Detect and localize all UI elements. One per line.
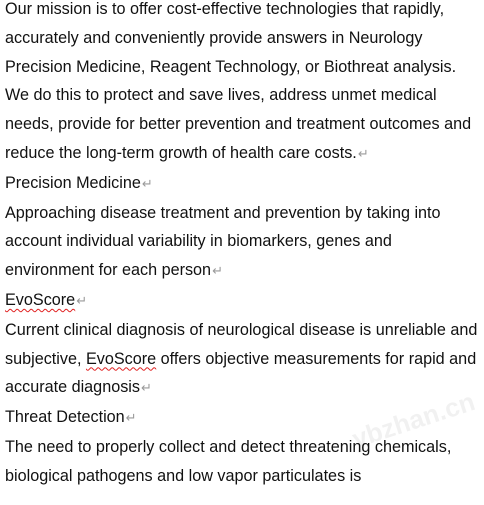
paragraph-mark-icon: ↵ [141, 175, 153, 191]
watermark: ybzhan.cn [348, 386, 479, 454]
evoscore-paragraph [5, 316, 481, 403]
evoscore-term: EvoScore [85, 349, 157, 368]
paragraph-mark-icon: ↵ [125, 410, 137, 426]
paragraph-mark-icon: ↵ [212, 263, 223, 279]
precision-body-text: Approaching disease treatment and prevention by taking into account individual variability in biomarkers, genes and environment for each person [5, 203, 441, 280]
heading-threat-text: Threat Detection [5, 408, 125, 427]
mission-text: Our mission is to offer cost-effective technologies that rapidly, accurately and conveniently provide answers in Neurology Precision Medicine, Reagent Technology, or Biothreat analysis. We do this to protect and save lives, address unmet medical needs, provide for better prevention and treatment outcomes and reduce the long-term growth of health care costs. [5, 0, 472, 162]
document-body [5, 0, 481, 491]
threat-body-text: The need to properly collect and detect threatening chemicals, biological pathogens and low vapor particulates is [5, 437, 452, 485]
heading-evoscore-text: EvoScore [5, 290, 76, 309]
heading-precision-medicine [5, 169, 481, 199]
heading-evoscore [5, 286, 481, 316]
heading-precision-text: Precision Medicine [5, 173, 141, 192]
evoscore-body-before: Current clinical diagnosis of neurological disease is unreliable and subjective, [5, 320, 478, 368]
mission-paragraph [5, 0, 481, 169]
paragraph-mark-icon: ↵ [76, 292, 88, 308]
paragraph-mark-icon: ↵ [140, 380, 152, 396]
precision-medicine-paragraph [5, 199, 481, 286]
paragraph-mark-icon: ↵ [357, 145, 369, 161]
heading-threat-detection [5, 403, 481, 433]
evoscore-body-after: offers objective measurements for rapid and accurate diagnosis [5, 349, 477, 397]
threat-detection-paragraph [5, 433, 481, 491]
